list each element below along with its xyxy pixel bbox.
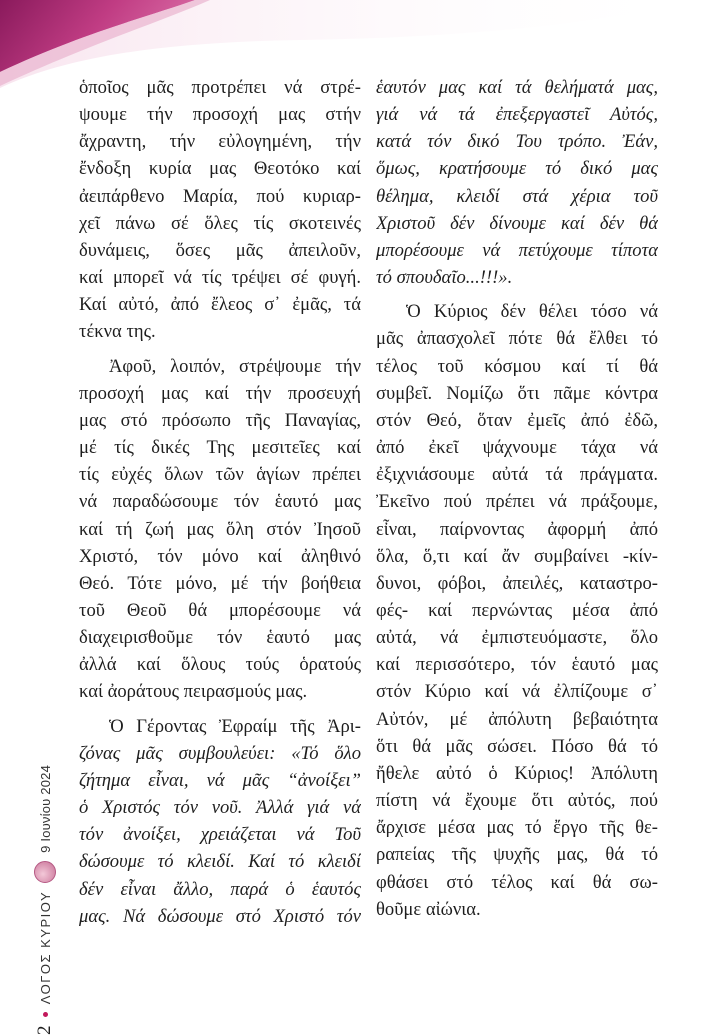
text-line: τίς εὐχές ὅλων τῶν ἁγίων πρέπει (79, 464, 361, 486)
text-line: δέν εἶναι ἄλλο, παρά ὁ ἑαυτός (79, 878, 361, 900)
text-line: μέ τίς δικές Της μεσιτεῖες καί (79, 437, 361, 459)
text-line: Ὁ Κύριος δέν θέλει τόσο νά (406, 301, 658, 323)
text-line: διαχειρισθοῦμε τόν ἑαυτό μας (79, 627, 361, 649)
left-column (79, 74, 361, 930)
text-line: δώσουμε τό κλειδί. Καί τό κλειδί (79, 851, 361, 873)
text-line: καί ἀοράτους πειρασμούς μας. (79, 681, 308, 703)
text-line: ἑαυτόν μας καί τά θελήματά μας, (376, 77, 658, 98)
paragraph (79, 74, 361, 346)
text-line: Καί αὐτό, ἀπό ἔλεος σ᾽ ἐμᾶς, τά (79, 294, 361, 316)
text-line: μᾶς ἀπασχολεῖ πότε θά ἔλθει τό (376, 328, 658, 350)
text-line: ψουμε τήν προσοχή μας στήν (79, 104, 361, 126)
text-line: στόν Κύριο καί νά ἐλπίζουμε σ᾽ (376, 681, 658, 703)
paragraph (79, 713, 361, 930)
text-line: τέκνα της. (79, 321, 156, 343)
text-line: Ἀφοῦ, λοιπόν, στρέψουμε τήν (109, 355, 361, 377)
text-line: δυνάμεις, ὅσες μᾶς ἀπειλοῦν, (79, 239, 361, 261)
page-number: 2 (34, 1025, 55, 1035)
text-line: ἤθελε αὐτό ὁ Κύριος! Ἀπόλυτη (376, 762, 658, 784)
text-line: ἀλλά καί ὅλους τούς ὁρατούς (79, 654, 361, 676)
text-line: γιά νά τά ἐπεξεργαστεῖ Αὐτός, (376, 104, 658, 126)
text-line: αὐτά, νά ἐμπιστευόμαστε, ὅλο (376, 627, 658, 649)
text-line: ἀπό ἐκεῖ ψάχνουμε τάχα νά (376, 437, 658, 459)
separator-dot-icon (43, 1012, 48, 1017)
text-line: ὅλα, ὅ,τι καί ἄν συμβαίνει -κίν- (376, 545, 658, 567)
paragraph (376, 74, 658, 291)
text-line: ἄρχισε μέσα μας τό ἔργο τῆς θε- (376, 817, 658, 839)
text-line: νά παραδώσουμε τόν ἑαυτό μας (79, 491, 361, 513)
text-line: εἶναι, παίρνοντας ἀφορμή ἀπό (376, 518, 658, 540)
text-line: ὅμως, κρατήσουμε τό δικό μας (376, 158, 658, 180)
text-line: τέλος τοῦ κόσμου καί τί θά (376, 355, 658, 377)
text-line: ἄχραντη, τήν εὐλογημένη, τήν (79, 131, 361, 153)
page-sidebar (33, 645, 57, 1035)
text-line: καί τή ζωή μας ὅλη στόν Ἰησοῦ (79, 518, 361, 540)
text-line: μπορέσουμε νά πετύχουμε τίποτα (376, 239, 658, 261)
publication-logo-icon (34, 861, 56, 883)
paragraph (376, 298, 658, 923)
text-line: φθάσει στό τέλος καί θά σω- (376, 871, 658, 893)
paragraph (79, 353, 361, 706)
text-line: θοῦμε αἰώνια. (376, 898, 481, 920)
issue-date: 9 Ιουνίου 2024 (37, 765, 53, 853)
text-line: Ὁ Γέροντας Ἐφραίμ τῆς Ἀρι- (109, 715, 361, 737)
text-line: τοῦ Θεοῦ θά μπορέσουμε νά (79, 599, 361, 621)
text-line: ραπείας τῆς ψυχῆς μας, θά τό (376, 844, 658, 866)
text-line: τό σπουδαῖο...!!!». (376, 267, 513, 289)
text-line: μας στό πρόσωπο τῆς Παναγίας, (79, 409, 361, 431)
text-line: προσοχή μας καί τήν προσευχή (79, 382, 361, 404)
text-line: κατά τόν δικό Του τρόπο. Ἐάν, (376, 131, 658, 153)
text-line: πίστη νά ἔχουμε ὅτι αὐτός, πού (376, 790, 658, 812)
text-line: μας. Νά δώσουμε στό Χριστό τόν (79, 905, 361, 927)
text-line: καί περισσότερο, τόν ἑαυτό μας (376, 654, 658, 676)
text-line: χεῖ πάνω σέ ὅλες τίς σκοτεινές (79, 212, 361, 234)
text-line: Αὐτόν, μέ ἀπόλυτη βεβαιότητα (376, 708, 658, 730)
text-line: θέλημα, κλειδί στά χέρια τοῦ (376, 185, 658, 207)
text-line: ζήτημα εἶναι, νά μᾶς “ἀνοίξει” (79, 769, 361, 791)
text-line: ἐξιχνιάσουμε αὐτά τά πράγματα. (376, 464, 658, 486)
publication-title: ΛΟΓΟΣ ΚΥΡΙΟΥ (37, 890, 53, 1005)
text-line: ἔνδοξη κυρία μας Θεοτόκο καί (79, 158, 361, 180)
text-line: καί μπορεῖ νά τίς τρέψει σέ φυγή. (79, 267, 361, 289)
text-line: στόν Θεό, ὅταν ἐμεῖς ἀπό ἐδῶ, (376, 409, 658, 431)
text-line: φές- καί περνώντας μέσα ἀπό (376, 599, 658, 621)
text-line: συμβεῖ. Νομίζω ὅτι πᾶμε κόντρα (376, 382, 658, 404)
text-line: ὁποῖος μᾶς προτρέπει νά στρέ- (79, 77, 361, 98)
text-line: ὁ Χριστός τόν νοῦ. Ἀλλά γιά νά (79, 797, 361, 819)
text-line: Χριστοῦ δέν δίνουμε καί δέν θά (376, 212, 658, 234)
text-line: Χριστό, τόν μόνο καί ἀληθινό (79, 545, 361, 567)
text-line: δυνοι, φόβοι, ἀπειλές, καταστρο- (376, 572, 658, 594)
text-line: ὅτι θά μᾶς σώσει. Πόσο θά τό (376, 735, 658, 757)
right-column (376, 74, 658, 923)
text-line: τόν ἀνοίξει, χρειάζεται νά Τοῦ (79, 824, 361, 846)
text-line: ἀειπάρθενο Μαρία, πού κυριαρ- (79, 185, 361, 207)
text-line: Θεό. Τότε μόνο, μέ τήν βοήθεια (79, 572, 361, 594)
text-line: Ἐκεῖνο πού πρέπει νά πράξουμε, (376, 491, 658, 513)
text-line: ζόνας μᾶς συμβουλεύει: «Τό ὅλο (79, 742, 361, 764)
